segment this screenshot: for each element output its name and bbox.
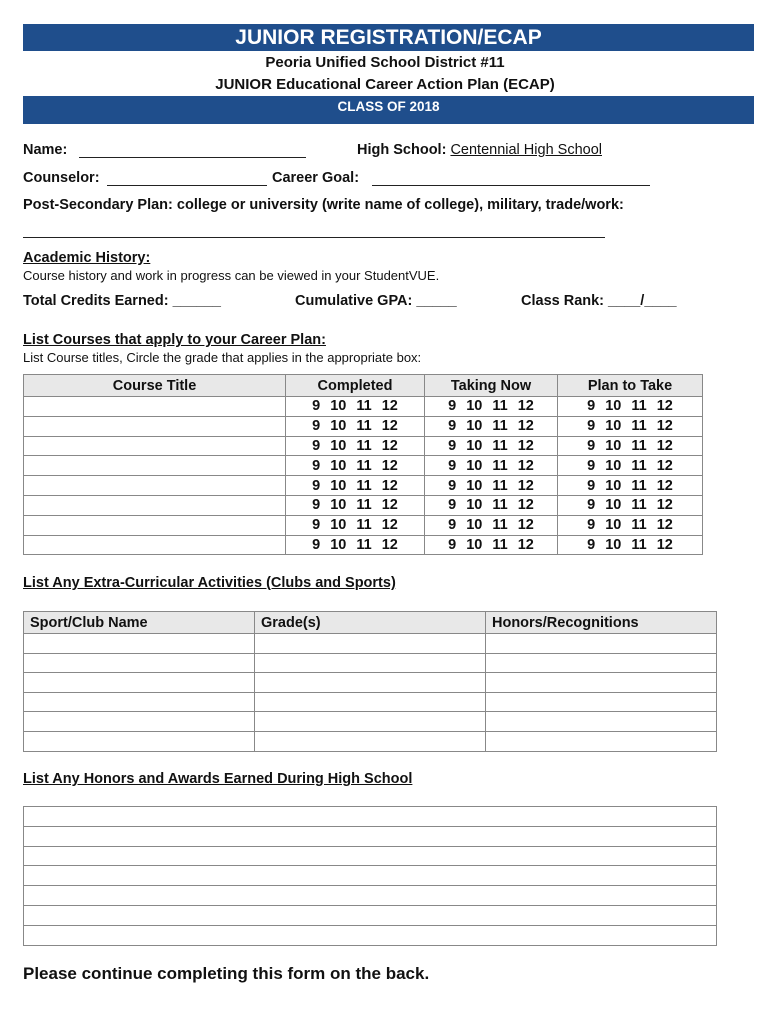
col-course-title: Course Title (24, 375, 286, 397)
honor-cell[interactable] (24, 826, 717, 846)
completed-grades-cell[interactable]: 9 10 11 12 (286, 436, 425, 456)
col-taking-now: Taking Now (425, 375, 558, 397)
footer-note: Please continue completing this form on the back. (23, 964, 430, 983)
class-rank-label[interactable]: Class Rank: ____/____ (521, 293, 677, 309)
courses-table (23, 374, 703, 555)
completed-grades-cell[interactable]: 9 10 11 12 (286, 397, 425, 417)
completed-grades-cell[interactable]: 9 10 11 12 (286, 456, 425, 476)
plan-to-take-grades-cell[interactable]: 9 10 11 12 (558, 535, 703, 555)
course-title-cell[interactable] (24, 456, 286, 476)
academic-history-heading: Academic History: (23, 250, 151, 266)
course-title-cell[interactable] (24, 495, 286, 515)
plan-to-take-grades-cell[interactable]: 9 10 11 12 (558, 397, 703, 417)
col-sport-club: Sport/Club Name (24, 612, 255, 634)
completed-grades-cell[interactable]: 9 10 11 12 (286, 476, 425, 496)
activity-row (24, 653, 717, 673)
plan-to-take-grades-cell[interactable]: 9 10 11 12 (558, 436, 703, 456)
class-of-banner: CLASS OF 2018 (23, 96, 754, 124)
taking-now-grades-cell[interactable]: 9 10 11 12 (425, 515, 558, 535)
taking-now-grades-cell[interactable]: 9 10 11 12 (425, 397, 558, 417)
course-row (24, 495, 703, 515)
honor-row (24, 905, 717, 925)
plan-to-take-grades-cell[interactable]: 9 10 11 12 (558, 416, 703, 436)
course-row (24, 416, 703, 436)
honor-cell[interactable] (24, 866, 717, 886)
taking-now-grades-cell[interactable]: 9 10 11 12 (425, 416, 558, 436)
honor-row (24, 807, 717, 827)
form-title-banner: JUNIOR REGISTRATION/ECAP (23, 24, 754, 51)
taking-now-grades-cell[interactable]: 9 10 11 12 (425, 535, 558, 555)
activity-row (24, 634, 717, 654)
honor-cell[interactable] (24, 925, 717, 945)
col-grades: Grade(s) (255, 612, 486, 634)
plan-to-take-grades-cell[interactable]: 9 10 11 12 (558, 456, 703, 476)
post-secondary-label: Post-Secondary Plan: college or university (write name of college), military, trade/work: (23, 197, 624, 213)
honor-row (24, 866, 717, 886)
plan-to-take-grades-cell[interactable]: 9 10 11 12 (558, 476, 703, 496)
taking-now-grades-cell[interactable]: 9 10 11 12 (425, 495, 558, 515)
extracurricular-heading: List Any Extra-Curricular Activities (Clubs and Sports) (23, 575, 396, 591)
honors-heading: List Any Honors and Awards Earned During High School (23, 771, 413, 787)
taking-now-grades-cell[interactable]: 9 10 11 12 (425, 476, 558, 496)
course-title-cell[interactable] (24, 397, 286, 417)
courses-heading: List Courses that apply to your Career Plan: (23, 332, 326, 348)
extracurricular-table (23, 611, 717, 752)
completed-grades-cell[interactable]: 9 10 11 12 (286, 535, 425, 555)
post-secondary-field[interactable] (23, 237, 605, 238)
honors-cell[interactable] (486, 712, 717, 732)
grades-cell[interactable] (255, 634, 486, 654)
counselor-field[interactable] (107, 185, 267, 186)
honor-cell[interactable] (24, 886, 717, 906)
grades-cell[interactable] (255, 731, 486, 751)
course-row (24, 515, 703, 535)
course-row (24, 456, 703, 476)
course-row (24, 476, 703, 496)
honors-cell[interactable] (486, 692, 717, 712)
completed-grades-cell[interactable]: 9 10 11 12 (286, 416, 425, 436)
sport-club-cell[interactable] (24, 712, 255, 732)
district-name: Peoria Unified School District #11 (265, 54, 505, 71)
high-school-value[interactable]: Centennial High School (450, 142, 602, 158)
completed-grades-cell[interactable]: 9 10 11 12 (286, 515, 425, 535)
career-goal-field[interactable] (372, 185, 650, 186)
name-label: Name: (23, 142, 68, 158)
grades-cell[interactable] (255, 692, 486, 712)
sport-club-cell[interactable] (24, 634, 255, 654)
col-completed: Completed (286, 375, 425, 397)
honor-row (24, 846, 717, 866)
sport-club-cell[interactable] (24, 692, 255, 712)
course-title-cell[interactable] (24, 476, 286, 496)
honors-table (23, 806, 717, 946)
grades-cell[interactable] (255, 673, 486, 693)
sport-club-cell[interactable] (24, 731, 255, 751)
honor-row (24, 826, 717, 846)
course-title-cell[interactable] (24, 436, 286, 456)
grades-cell[interactable] (255, 653, 486, 673)
honor-cell[interactable] (24, 905, 717, 925)
gpa-label[interactable]: Cumulative GPA: _____ (295, 293, 457, 309)
course-title-cell[interactable] (24, 515, 286, 535)
activity-row (24, 712, 717, 732)
plan-title: JUNIOR Educational Career Action Plan (ECAP) (215, 76, 555, 93)
taking-now-grades-cell[interactable]: 9 10 11 12 (425, 436, 558, 456)
honor-row (24, 886, 717, 906)
sport-club-cell[interactable] (24, 673, 255, 693)
course-title-cell[interactable] (24, 416, 286, 436)
honor-cell[interactable] (24, 846, 717, 866)
career-goal-label: Career Goal: (272, 170, 360, 186)
courses-note: List Course titles, Circle the grade that applies in the appropriate box: (23, 350, 422, 365)
col-plan-to-take: Plan to Take (558, 375, 703, 397)
course-row (24, 436, 703, 456)
honors-cell[interactable] (486, 653, 717, 673)
honors-cell[interactable] (486, 731, 717, 751)
counselor-label: Counselor: (23, 170, 100, 186)
activity-row (24, 692, 717, 712)
plan-to-take-grades-cell[interactable]: 9 10 11 12 (558, 495, 703, 515)
col-honors-recognitions: Honors/Recognitions (486, 612, 717, 634)
completed-grades-cell[interactable]: 9 10 11 12 (286, 495, 425, 515)
activity-row (24, 731, 717, 751)
course-title-cell[interactable] (24, 535, 286, 555)
honor-cell[interactable] (24, 807, 717, 827)
academic-note: Course history and work in progress can be viewed in your StudentVUE. (23, 268, 440, 283)
honors-cell[interactable] (486, 673, 717, 693)
taking-now-grades-cell[interactable]: 9 10 11 12 (425, 456, 558, 476)
plan-to-take-grades-cell[interactable]: 9 10 11 12 (558, 515, 703, 535)
credits-label[interactable]: Total Credits Earned: ______ (23, 293, 221, 309)
sport-club-cell[interactable] (24, 653, 255, 673)
honor-row (24, 925, 717, 945)
name-field[interactable] (79, 157, 306, 158)
course-row (24, 535, 703, 555)
high-school-label: High School: Centennial High School (357, 142, 602, 158)
honors-cell[interactable] (486, 634, 717, 654)
grades-cell[interactable] (255, 712, 486, 732)
course-row (24, 397, 703, 417)
activity-row (24, 673, 717, 693)
